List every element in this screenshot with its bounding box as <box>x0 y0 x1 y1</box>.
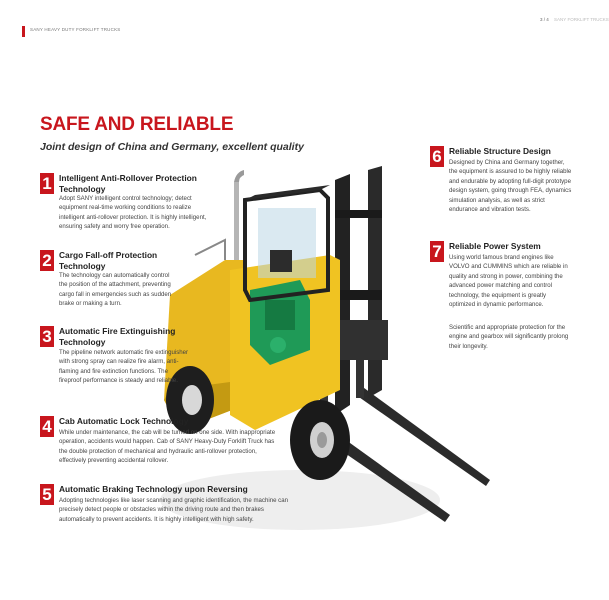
feature-body: Using world famous brand engines like VOLVO and CUMMINS which are reliable in quality and strong in power, combining the advanced power matching and control technology, the equipment is greatly optimized in dynamic performance. <box>449 254 568 309</box>
feature-number-badge: 2 <box>40 250 54 271</box>
feature-number-badge: 7 <box>430 241 444 262</box>
feature-heading: Automatic Fire Extinguishing Technology <box>59 326 176 347</box>
rear-hub <box>182 385 202 415</box>
page-number: 3 / 4 <box>540 17 549 22</box>
page-subtitle: Joint design of China and Germany, excellent quality <box>40 141 304 153</box>
header-right-text: SANY FORKLIFT TRUCKS <box>554 17 609 22</box>
feature-heading: Automatic Braking Technology upon Reversing <box>59 484 248 494</box>
engine-detail <box>265 300 295 330</box>
feature-body: The technology can automatically control the position of the attachment, preventing cargo fall in emergencies such as sudden brake or making a turn. <box>59 272 172 308</box>
feature-heading: Reliable Structure Design <box>449 146 551 156</box>
cab-roof <box>245 185 330 200</box>
feature-heading: Cargo Fall-off Protection Technology <box>59 250 158 271</box>
mast-crossbar <box>335 210 382 218</box>
mast-crossbar-2 <box>335 290 382 300</box>
header-accent-bar <box>22 26 25 37</box>
feature-number-badge: 6 <box>430 146 444 167</box>
exhaust-tip <box>234 170 244 182</box>
feature-body: The pipeline network automatic fire extinguisher with strong spray can realize fire alarm, anti-flaming and fire extinction functions. The fireproof performance is steady and reliable. <box>59 349 189 385</box>
mast-right <box>368 166 382 398</box>
handrail <box>195 240 225 260</box>
feature-body: Adopt SANY intelligent control technology; detect equipment real-time working conditions to realize intelligent anti-rollover protection. It is highly intelligent, ensuring safety and worry free operation. <box>59 195 207 231</box>
header-left-text: SANY HEAVY DUTY FORKLIFT TRUCKS <box>30 27 121 32</box>
feature-heading: Intelligent Anti-Rollover Protection Technology <box>59 173 197 194</box>
feature-body: While under maintenance, the cab will be turned on one side. With inappropriate operation, accidents would happen. Cab of SANY Heavy-Duty Forklift Truck has the double protection of mechanical and hydraulic anti-rollover protection, effectively preventing accidental rollover. <box>59 429 276 465</box>
engine-pulley <box>270 337 286 353</box>
feature-number-badge: 1 <box>40 173 54 194</box>
feature-number-badge: 4 <box>40 416 54 437</box>
feature-number-badge: 3 <box>40 326 54 347</box>
page-title: SAFE AND RELIABLE <box>40 114 234 135</box>
front-hub-center <box>317 432 327 448</box>
feature-body: Designed by China and Germany together, the equipment is assured to be highly reliable and endurable by adopting full-digit prototype design system, going through FEA, dynamics simulation analysis, as well as strict endurance and vibration tests. <box>449 159 572 214</box>
feature-heading: Cab Automatic Lock Technology <box>59 416 189 426</box>
header-right <box>540 17 609 22</box>
cab-seat <box>270 250 292 272</box>
feature-number-badge: 5 <box>40 484 54 505</box>
feature-body-extra: Scientific and appropriate protection for the engine and gearbox will significantly prolong their longevity. <box>449 324 569 350</box>
feature-body: Adopting technologies like laser scanning and graphic identification, the machine can precisely detect people or obstacles within the driving route and then brakes automatically to prevent accidents. It is highly intelligent with high safety. <box>59 497 289 523</box>
feature-heading: Reliable Power System <box>449 241 541 251</box>
